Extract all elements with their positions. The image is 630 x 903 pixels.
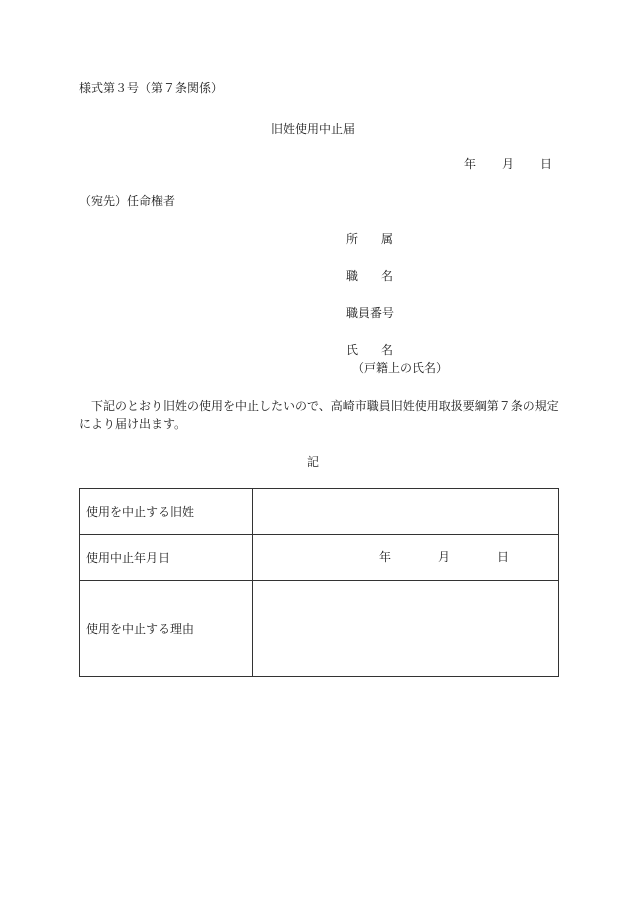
table-row bbox=[80, 535, 559, 581]
form-number: 様式第３号（第７条関係） bbox=[79, 81, 224, 95]
affiliation-char-1: 所 bbox=[346, 232, 359, 246]
stop-date-field[interactable] bbox=[253, 535, 559, 581]
ki-heading: 記 bbox=[307, 455, 320, 469]
record-table bbox=[79, 488, 559, 677]
applicant-name bbox=[346, 343, 393, 357]
body-line-2: により届け出ます。 bbox=[79, 417, 187, 431]
table-row bbox=[80, 581, 559, 677]
applicant-position bbox=[346, 269, 393, 283]
reason-field[interactable] bbox=[253, 581, 559, 677]
name-char-1: 氏 bbox=[346, 343, 359, 357]
affiliation-char-2: 属 bbox=[381, 232, 394, 246]
date-month: 月 bbox=[502, 157, 515, 171]
row-label-reason: 使用を中止する理由 bbox=[80, 581, 253, 677]
table-row bbox=[80, 489, 559, 535]
name-char-2: 名 bbox=[381, 343, 394, 357]
applicant-name-note: （戸籍上の氏名） bbox=[352, 361, 449, 375]
date-year: 年 bbox=[464, 157, 477, 171]
date-day: 日 bbox=[540, 157, 553, 171]
body-line-1: 下記のとおり旧姓の使用を中止したいので、高崎市職員旧姓使用取扱要綱第７条の規定 bbox=[91, 399, 559, 413]
row-label-former-surname: 使用を中止する旧姓 bbox=[80, 489, 253, 535]
applicant-affiliation bbox=[346, 232, 393, 246]
row-label-stop-date: 使用中止年月日 bbox=[80, 535, 253, 581]
addressee: （宛先）任命権者 bbox=[79, 194, 176, 208]
stop-date-day: 日 bbox=[497, 550, 510, 564]
stop-date-month: 月 bbox=[438, 550, 451, 564]
applicant-employee-number: 職員番号 bbox=[346, 306, 395, 320]
stop-date-year: 年 bbox=[379, 550, 392, 564]
position-char-2: 名 bbox=[381, 269, 394, 283]
form-title: 旧姓使用中止届 bbox=[271, 122, 356, 136]
position-char-1: 職 bbox=[346, 269, 359, 283]
former-surname-field[interactable] bbox=[253, 489, 559, 535]
submission-date bbox=[464, 157, 552, 171]
